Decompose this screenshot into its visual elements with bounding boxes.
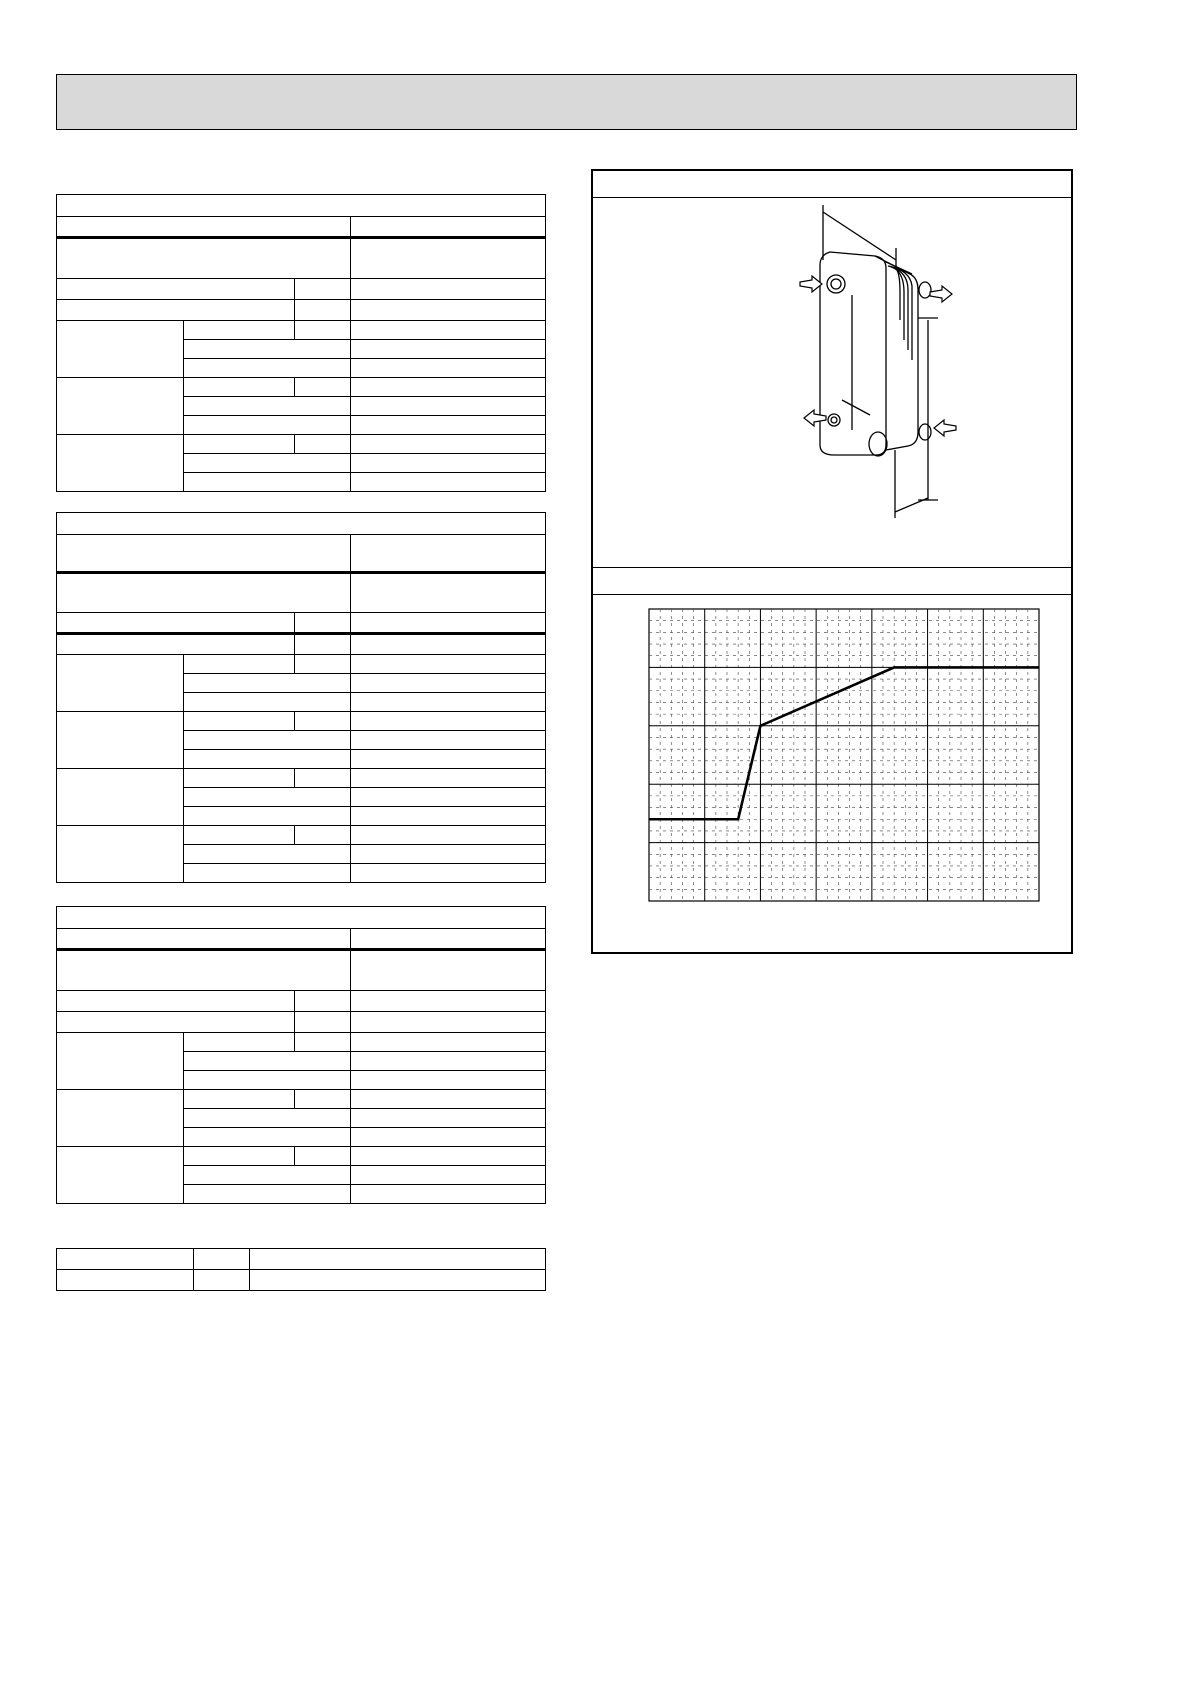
table-row [57, 1270, 194, 1291]
table-row [184, 769, 295, 788]
table-unit [295, 1012, 351, 1033]
table-group-label [57, 1090, 184, 1147]
table-value [351, 613, 546, 634]
table-unit [295, 1147, 351, 1166]
table-row [184, 712, 295, 731]
table-value [351, 731, 546, 750]
table-unit [295, 613, 351, 634]
table-row [57, 1249, 194, 1270]
panel-top-title-bar [593, 171, 1071, 198]
table-value [351, 397, 546, 416]
table-value [351, 693, 546, 712]
table-3-header-left [57, 929, 351, 950]
table-group-label [57, 712, 184, 769]
table-1-title [57, 195, 546, 217]
heat-exchanger-diagram [790, 200, 970, 530]
table-value [351, 1185, 546, 1204]
table-value [351, 435, 546, 454]
table-unit [295, 300, 351, 321]
table-value [351, 300, 546, 321]
table-row [57, 634, 295, 655]
table-group-label [57, 655, 184, 712]
table-value [351, 845, 546, 864]
table-row [57, 613, 295, 634]
table-value [351, 634, 546, 655]
table-value [351, 1012, 546, 1033]
table-value [351, 1033, 546, 1052]
table-1-model-cell [57, 238, 351, 279]
table-unit [295, 991, 351, 1012]
table-row [184, 845, 351, 864]
table-value [351, 1071, 546, 1090]
table-row [184, 1147, 295, 1166]
table-row [184, 416, 351, 435]
table-row [184, 1052, 351, 1071]
table-row [184, 826, 295, 845]
table-row [184, 864, 351, 883]
table-group-label [57, 378, 184, 435]
table-value [351, 788, 546, 807]
spec-table-3 [56, 906, 546, 1204]
table-value [351, 1109, 546, 1128]
table-value [351, 473, 546, 492]
table-group-label [57, 826, 184, 883]
table-row [184, 788, 351, 807]
table-row [184, 1109, 351, 1128]
table-1-header-left [57, 217, 351, 238]
table-2-model-value [351, 573, 546, 613]
table-unit [295, 634, 351, 655]
spec-table-1 [56, 194, 546, 492]
table-group-label [57, 1033, 184, 1090]
table-2-header-left [57, 535, 351, 573]
table-value [351, 1090, 546, 1109]
table-value [351, 991, 546, 1012]
table-row [184, 693, 351, 712]
table-unit [295, 826, 351, 845]
table-row [184, 1128, 351, 1147]
table-value [250, 1249, 546, 1270]
table-row [57, 1012, 295, 1033]
chart-plot-area [649, 609, 1039, 901]
table-value [351, 1147, 546, 1166]
table-value [351, 1128, 546, 1147]
table-unit [295, 655, 351, 674]
panel-bottom-title-bar [593, 567, 1071, 595]
table-2-model-cell [57, 573, 351, 613]
table-row [184, 473, 351, 492]
table-value [351, 1166, 546, 1185]
table-unit [295, 378, 351, 397]
table-row [184, 378, 295, 397]
table-unit [295, 321, 351, 340]
table-value [351, 416, 546, 435]
table-row [57, 991, 295, 1012]
table-row [184, 655, 295, 674]
table-row [184, 454, 351, 473]
flow-arrows [800, 276, 956, 436]
table-value [250, 1270, 546, 1291]
table-row [57, 300, 295, 321]
bottom-table [56, 1248, 546, 1291]
table-row [184, 674, 351, 693]
table-value [351, 674, 546, 693]
table-row [184, 807, 351, 826]
inlet-arrow-icon [800, 276, 822, 292]
table-row [184, 340, 351, 359]
table-group-label [57, 321, 184, 378]
characteristic-chart [648, 608, 1040, 904]
table-group-label [57, 769, 184, 826]
table-value [351, 321, 546, 340]
outlet-arrow-icon [930, 286, 952, 302]
table-value [351, 340, 546, 359]
table-row [184, 321, 295, 340]
table-value [351, 279, 546, 300]
table-row [184, 1166, 351, 1185]
table-2-title [57, 513, 546, 535]
table-3-model-value [351, 950, 546, 991]
table-row [57, 279, 295, 300]
table-unit [194, 1249, 250, 1270]
outlet-arrow-bottom-icon [804, 410, 826, 426]
table-value [351, 1052, 546, 1071]
table-row [184, 1090, 295, 1109]
table-value [351, 864, 546, 883]
table-value [351, 454, 546, 473]
table-unit [295, 769, 351, 788]
table-unit [295, 1033, 351, 1052]
spec-table-2 [56, 512, 546, 883]
table-value [351, 359, 546, 378]
table-3-title [57, 907, 546, 929]
table-group-label [57, 435, 184, 492]
inlet-arrow-bottom-icon [934, 420, 956, 436]
table-row [184, 1033, 295, 1052]
table-row [184, 750, 351, 769]
table-row [184, 1071, 351, 1090]
table-row [184, 1185, 351, 1204]
table-unit [295, 435, 351, 454]
table-value [351, 712, 546, 731]
table-row [184, 435, 295, 454]
table-unit [295, 712, 351, 731]
table-row [184, 359, 351, 378]
table-value [351, 378, 546, 397]
section-header-bar [56, 74, 1077, 130]
table-group-label [57, 1147, 184, 1204]
table-unit [295, 1090, 351, 1109]
table-value [351, 655, 546, 674]
table-1-header-right [351, 217, 546, 238]
table-3-header-right [351, 929, 546, 950]
table-row [184, 731, 351, 750]
table-value [351, 769, 546, 788]
table-value [351, 750, 546, 769]
table-3-model-cell [57, 950, 351, 991]
table-value [351, 807, 546, 826]
table-row [184, 397, 351, 416]
table-value [351, 826, 546, 845]
table-1-model-value [351, 238, 546, 279]
table-unit [295, 279, 351, 300]
table-2-header-right [351, 535, 546, 573]
table-unit [194, 1270, 250, 1291]
